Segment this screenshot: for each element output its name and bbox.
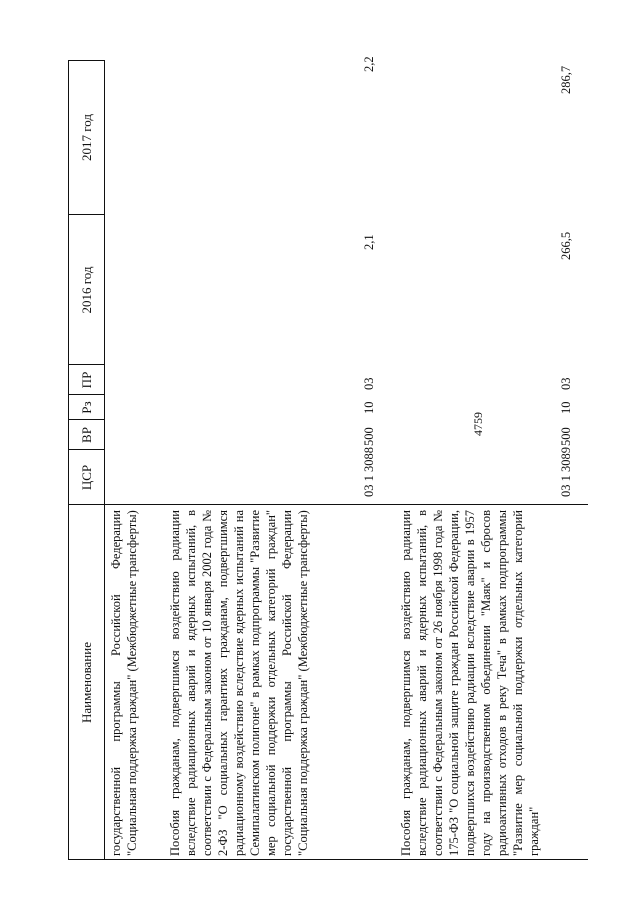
row-vr: 500: [559, 427, 573, 446]
budget-table: [68, 56, 588, 860]
page-number: 4759: [471, 412, 485, 436]
row-rz: 10: [362, 401, 376, 414]
row-csr: 03 1 3089: [559, 447, 573, 497]
row-csr: 03 1 3088: [362, 447, 376, 497]
row-name: государственной программы Российской Федерации "Социальная поддержка граждан" (Межбюджетные трансферты): [109, 510, 139, 856]
row-vr: 500: [362, 427, 376, 446]
table-border-left: [105, 859, 588, 860]
row-name: Пособия гражданам, подвергшимся воздействию радиации вследствие радиационных аварий и ядерных испытаний, в соответствии с Федеральным законом от 26 ноября 1998 года № 175-ФЗ "О социальной защите граждан Российской Федерации, подвергшихся воздействию радиации вследствие аварии в 1957 году на производственном объединении "Маяк" и сбросов радиоактивных отходов в реку Теча" в рамках подпрограммы "Развитие мер социальной поддержки отдельных категорий граждан": [399, 510, 541, 856]
header-csr: ЦСР: [78, 464, 94, 491]
row-rz: 10: [559, 401, 573, 414]
header-2017: 2017 год: [78, 114, 94, 161]
header-vr: ВР: [78, 427, 94, 443]
header-pr: ПР: [78, 371, 94, 389]
header-rz: Рз: [78, 401, 94, 414]
header-name: Наименование: [78, 642, 94, 723]
row-value-2017: 286,7: [559, 65, 573, 94]
row-name: Пособия гражданам, подвергшимся воздействию радиации вследствие радиационных аварий и ядерных испытаний, в соответствии с Федеральным законом от 10 января 2002 года № 2-ФЗ "О социальных гарантиях гражданам, подвергшимся радиационному воздействию вследствие ядерных испытаний на Семипалатинском полигоне" в рамках подпрограммы "Развитие мер социальной поддержки отдельных категорий граждан" государственной программы Российской Федерации "Социальная поддержка граждан" (Межбюджетные трансферты): [168, 510, 310, 856]
row-pr: 03: [559, 377, 573, 390]
row-pr: 03: [362, 377, 376, 390]
name-column-border: [105, 504, 588, 505]
header-2016: 2016 год: [78, 266, 94, 314]
row-value-2016: 2,1: [362, 234, 376, 250]
row-value-2017: 2,2: [362, 56, 376, 72]
row-value-2016: 266,5: [559, 231, 573, 260]
